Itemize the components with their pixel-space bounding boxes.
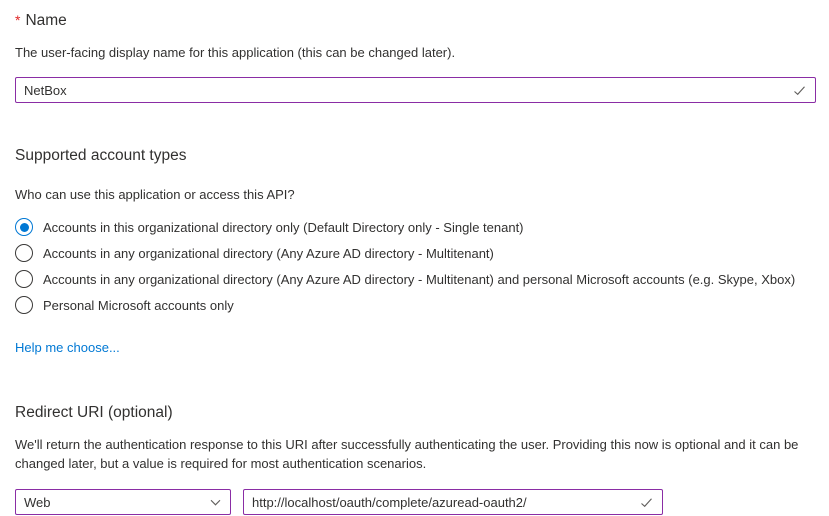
required-asterisk: * bbox=[15, 12, 21, 28]
platform-selected-value: Web bbox=[24, 494, 51, 510]
radio-option-label: Accounts in any organizational directory (Any Azure AD directory - Multitenant) and personal Microsoft accounts (e.g. Skype, Xbox) bbox=[43, 271, 796, 287]
help-me-choose-link[interactable]: Help me choose... bbox=[15, 340, 120, 355]
chevron-down-icon bbox=[209, 496, 222, 509]
account-types-radio-group bbox=[15, 214, 816, 318]
radio-option-multitenant[interactable] bbox=[15, 240, 816, 266]
radio-option-personal-only[interactable] bbox=[15, 292, 816, 318]
account-types-section-title: Supported account types bbox=[15, 147, 187, 164]
radio-button-icon[interactable] bbox=[15, 244, 33, 262]
name-title-text: Name bbox=[25, 12, 67, 29]
radio-button-icon[interactable] bbox=[15, 270, 33, 288]
redirect-uri-input[interactable] bbox=[252, 490, 639, 514]
platform-select[interactable] bbox=[15, 489, 231, 515]
radio-option-multitenant-personal[interactable] bbox=[15, 266, 816, 292]
valid-checkmark-icon bbox=[792, 83, 807, 98]
radio-option-label: Accounts in any organizational directory (Any Azure AD directory - Multitenant) bbox=[43, 245, 494, 261]
name-section-title bbox=[15, 0, 816, 30]
redirect-uri-description: We'll return the authentication response to this URI after successfully authenticating the user. Providing this now is optional and it can be changed later, but a value is required for most authentication scenarios. bbox=[15, 437, 799, 471]
radio-button-icon[interactable] bbox=[15, 296, 33, 314]
radio-option-label: Personal Microsoft accounts only bbox=[43, 297, 234, 313]
redirect-uri-section-title: Redirect URI (optional) bbox=[15, 404, 173, 421]
radio-button-icon[interactable] bbox=[15, 218, 33, 236]
redirect-uri-row bbox=[15, 489, 816, 515]
name-description: The user-facing display name for this application (this can be changed later). bbox=[15, 45, 456, 60]
name-input[interactable] bbox=[24, 78, 792, 102]
redirect-uri-input-container bbox=[243, 489, 663, 515]
name-input-container bbox=[15, 77, 816, 103]
account-types-question: Who can use this application or access this API? bbox=[15, 187, 295, 202]
radio-option-label: Accounts in this organizational directory only (Default Directory only - Single tenant) bbox=[43, 219, 524, 235]
radio-option-single-tenant[interactable] bbox=[15, 214, 816, 240]
valid-checkmark-icon bbox=[639, 495, 654, 510]
